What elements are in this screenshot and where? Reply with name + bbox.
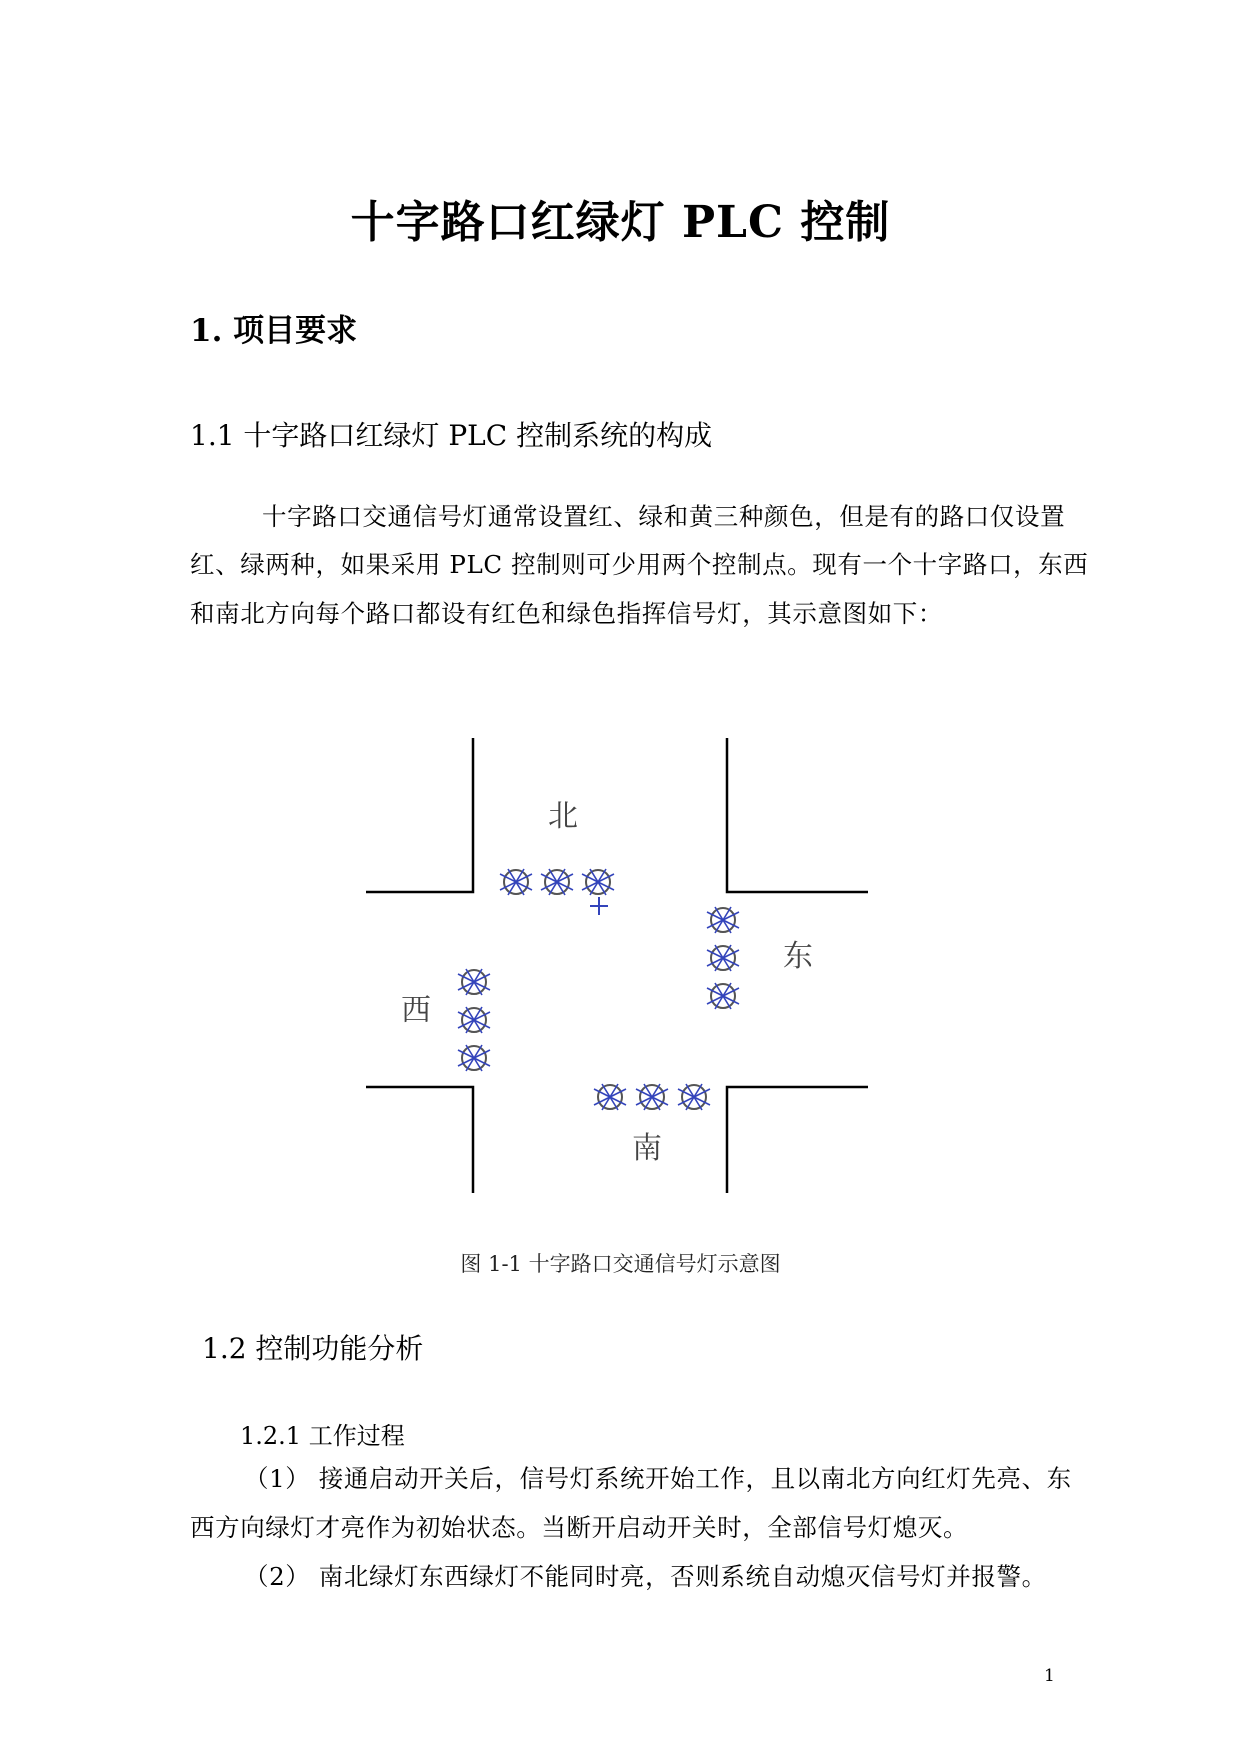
cursor-crosshair-icon: [590, 897, 608, 915]
road-corner-southeast: [727, 1087, 868, 1193]
lamp-cross-circle-icon: [707, 907, 739, 933]
label-north: 北: [548, 799, 578, 834]
lamp-cross-circle-icon: [678, 1084, 710, 1110]
intro-paragraph-line-3: 和南北方向每个路口都设有红色和绿色指挥信号灯，其示意图如下：: [190, 599, 943, 628]
lamp-cross-circle-icon: [636, 1084, 668, 1110]
label-east: 东: [783, 939, 813, 974]
lamp-cross-circle-icon: [594, 1084, 626, 1110]
lamp-cross-circle-icon: [458, 1045, 490, 1071]
lamp-cross-circle-icon: [500, 869, 532, 895]
section-heading-1-2-1: 1.2.1 工作过程: [240, 1422, 405, 1450]
section-heading-1-2: 1.2 控制功能分析: [202, 1332, 424, 1365]
figure-caption: 图 1-1 十字路口交通信号灯示意图: [460, 1252, 781, 1276]
south-lamps: [594, 1084, 710, 1110]
intro-paragraph-line-1: 十字路口交通信号灯通常设置红、绿和黄三种颜色，但是有的路口仅设置: [262, 502, 1066, 531]
road-corner-northeast: [727, 738, 868, 892]
west-lamps: [458, 969, 490, 1071]
page-title: 十字路口红绿灯 PLC 控制: [350, 197, 891, 248]
section-heading-1-1: 1.1 十字路口红绿灯 PLC 控制系统的构成: [190, 419, 713, 452]
list-item-2-line-1: （2） 南北绿灯东西绿灯不能同时亮，否则系统自动熄灭信号灯并报警。: [244, 1562, 1047, 1591]
page-number: 1: [1044, 1666, 1055, 1686]
lamp-cross-circle-icon: [541, 869, 573, 895]
road-corner-southwest: [366, 1087, 473, 1193]
lamp-cross-circle-icon: [707, 945, 739, 971]
label-west: 西: [401, 993, 431, 1028]
list-item-1-line-2: 西方向绿灯才亮作为初始状态。当断开启动开关时，全部信号灯熄灭。: [190, 1513, 969, 1542]
north-lamps: [500, 869, 614, 895]
intro-paragraph-line-2: 红、绿两种，如果采用 PLC 控制则可少用两个控制点。现有一个十字路口，东西: [190, 550, 1089, 579]
lamp-cross-circle-icon: [707, 983, 739, 1009]
section-heading-1: 1. 项目要求: [190, 313, 358, 349]
lamp-cross-circle-icon: [458, 1007, 490, 1033]
label-south: 南: [632, 1131, 662, 1166]
list-item-1-line-1: （1） 接通启动开关后，信号灯系统开始工作，且以南北方向红灯先亮、东: [244, 1464, 1072, 1493]
road-corner-northwest: [366, 738, 473, 892]
lamp-cross-circle-icon: [582, 869, 614, 895]
lamp-cross-circle-icon: [458, 969, 490, 995]
east-lamps: [707, 907, 739, 1009]
